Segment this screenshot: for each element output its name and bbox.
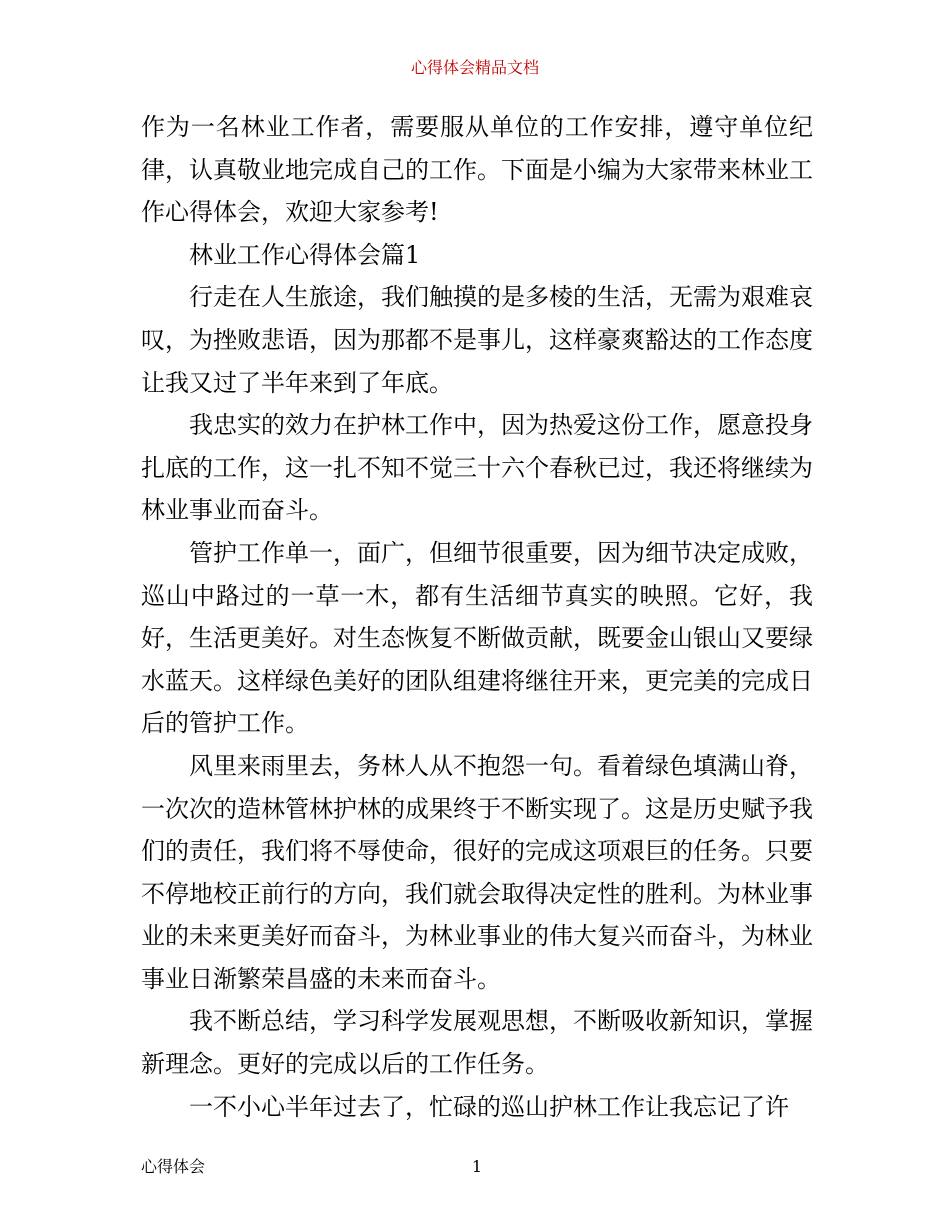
section-heading: 林业工作心得体会篇1 xyxy=(189,240,421,269)
footer-label: 心得体会 xyxy=(141,1157,206,1176)
paragraph-intro: 作为一名林业工作者，需要服从单位的工作安排，遵守单位纪律，认真敬业地完成自己的工作。下面是小编为大家带来林业工作心得体会，欢迎大家参考! xyxy=(141,113,813,227)
paragraph: 管护工作单一，面广，但细节很重要，因为细节决定成败，巡山中路过的一草一木，都有生活细节真实的映照。它好，我好，生活更美好。对生态恢复不断做贡献，既要金山银山又要绿水蓝天。这样绿色美好的团队组建将继往开来，更完美的完成日后的管护工作。 xyxy=(141,538,813,738)
paragraph: 我不断总结，学习科学发展观思想，不断吸收新知识，掌握新理念。更好的完成以后的工作任务。 xyxy=(141,1007,813,1079)
page-header-title: 心得体会精品文档 xyxy=(410,58,539,77)
page-number: 1 xyxy=(471,1157,483,1176)
paragraph: 行走在人生旅途，我们触摸的是多棱的生活，无需为艰难哀叹，为挫败悲语，因为那都不是事儿，这样豪爽豁达的工作态度让我又过了半年来到了年底。 xyxy=(141,283,813,397)
document-body xyxy=(141,106,813,1128)
paragraph: 风里来雨里去，务林人从不抱怨一句。看着绿色填满山脊，一次次的造林管林护林的成果终于不断实现了。这是历史赋予我们的责任，我们将不辱使命，很好的完成这项艰巨的任务。只要不停地校正前行的方向，我们就会取得决定性的胜利。为林业事业的未来更美好而奋斗，为林业事业的伟大复兴而奋斗，为林业事业日渐繁荣昌盛的未来而奋斗。 xyxy=(141,751,813,993)
paragraph-continued: 一不小心半年过去了，忙碌的巡山护林工作让我忘记了许 xyxy=(189,1092,789,1121)
paragraph: 我忠实的效力在护林工作中，因为热爱这份工作，愿意投身扎底的工作，这一扎不知不觉三十六个春秋已过，我还将继续为林业事业而奋斗。 xyxy=(141,411,813,525)
